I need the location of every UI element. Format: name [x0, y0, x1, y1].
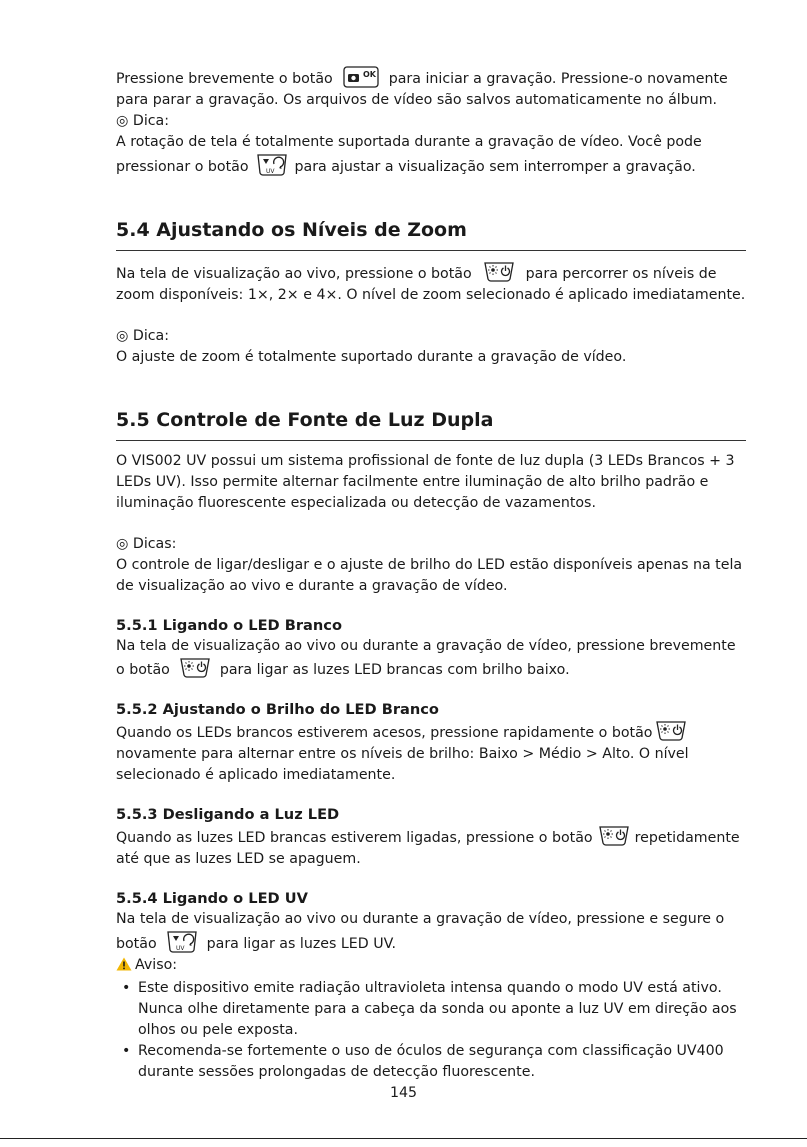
s551-paragraph: [116, 636, 746, 681]
s552-text-b: novamente para alternar entre os níveis de brilho: Baixo > Médio > Alto. O nível selecionado é aplicado imediatamente.: [116, 746, 689, 783]
warning-list: [116, 978, 746, 1083]
s551-text-a: Na tela de visualização ao vivo ou durante a gravação de vídeo, pressione brevemente o botão: [116, 638, 736, 678]
list-item: • Recomenda-se fortemente o uso de óculos de segurança com classificação UV400 durante sessões prolongadas de detecção fluorescente.: [138, 1041, 746, 1083]
s551-text-b: para ligar as luzes LED brancas com brilho baixo.: [219, 662, 570, 678]
section-5-5-1-heading: 5.5.1 Ligando o LED Branco: [116, 617, 342, 634]
uv-rotate-button-icon: [165, 930, 199, 954]
s55-paragraph: O VIS002 UV possui um sistema profissional de fonte de luz dupla (3 LEDs Brancos + 3 LEDs UV). Isso permite alternar facilmente entre iluminação de alto brilho padrão e iluminação fluorescente especializada ou detecção de vazamentos.: [116, 453, 735, 511]
section-5-5-2-heading: 5.5.2 Ajustando o Brilho do LED Branco: [116, 701, 439, 718]
warning-label-text: Aviso:: [135, 957, 178, 973]
s55-tips-text: O controle de ligar/desligar e o ajuste de brilho do LED estão disponíveis apenas na tela de visualização ao vivo e durante a gravação de vídeo.: [116, 557, 743, 594]
s54-tip-label: ◎ Dica:: [116, 328, 170, 344]
s54-tip-text: O ajuste de zoom é totalmente suportado durante a gravação de vídeo.: [116, 349, 627, 365]
warning-icon: [116, 957, 132, 978]
s553-paragraph: [116, 825, 746, 870]
page-number: 145: [389, 1085, 418, 1101]
intro-tip-text-b: para ajustar a visualização sem interromper a gravação.: [294, 159, 696, 175]
document-page: [116, 66, 746, 1083]
light-power-button-icon: [597, 825, 631, 847]
bottom-divider: [0, 1138, 807, 1139]
intro-tip-text-a: A rotação de tela é totalmente suportada durante a gravação de vídeo. Você pode pressionar o botão: [116, 134, 702, 175]
light-power-button-icon: [482, 261, 516, 283]
s553-text-a: Quando as luzes LED brancas estiverem ligadas, pressione o botão: [116, 830, 593, 846]
s54-text-a: Na tela de visualização ao vivo, pressione o botão: [116, 266, 472, 282]
svg-text:OK: OK: [362, 70, 376, 79]
intro-text-a: Pressione brevemente o botão: [116, 71, 333, 87]
uv-rotate-button-icon: [255, 153, 289, 177]
intro-text-b: para iniciar a gravação. Pressione-o novamente para parar a gravação. Os arquivos de vídeo são salvos automaticamente no álbum.: [116, 71, 728, 108]
s54-text-b: para percorrer os níveis de zoom disponíveis: 1×, 2× e 4×. O nível de zoom selecionado é aplicado imediatamente.: [116, 266, 746, 303]
section-5-5-3-heading: 5.5.3 Desligando a Luz LED: [116, 806, 340, 823]
s554-text-a: Na tela de visualização ao vivo ou durante a gravação de vídeo, pressione e segure o botão: [116, 911, 725, 952]
svg-text:UV: UV: [175, 945, 185, 952]
intro-tip-paragraph: [116, 132, 746, 178]
s554-paragraph: [116, 909, 746, 955]
light-power-button-icon: [178, 657, 212, 679]
section-5-5-4-heading: 5.5.4 Ligando o LED UV: [116, 890, 308, 907]
s552-text-a: Quando os LEDs brancos estiverem acesos, pressione rapidamente o botão: [116, 725, 653, 741]
camera-ok-button-icon: [343, 66, 379, 88]
section-5-4-heading: 5.4 Ajustando os Níveis de Zoom: [116, 218, 746, 251]
s552-paragraph: [116, 720, 746, 786]
warning-label: [116, 955, 746, 978]
s54-paragraph: [116, 261, 746, 306]
intro-tip-label: ◎ Dica:: [116, 113, 170, 129]
s55-tips-label: ◎ Dicas:: [116, 536, 177, 552]
s554-text-b: para ligar as luzes LED UV.: [206, 936, 396, 952]
intro-paragraph: [116, 66, 746, 111]
s553-text-b: repetidamente até que as luzes LED se apaguem.: [116, 830, 740, 867]
svg-text:UV: UV: [265, 168, 275, 175]
light-power-button-icon: [654, 720, 688, 742]
section-5-5-heading: 5.5 Controle de Fonte de Luz Dupla: [116, 408, 746, 441]
list-item: • Este dispositivo emite radiação ultravioleta intensa quando o modo UV está ativo. Nunca olhe diretamente para a cabeça da sonda ou aponte a luz UV em direção aos olhos ou pele exposta.: [138, 978, 746, 1041]
